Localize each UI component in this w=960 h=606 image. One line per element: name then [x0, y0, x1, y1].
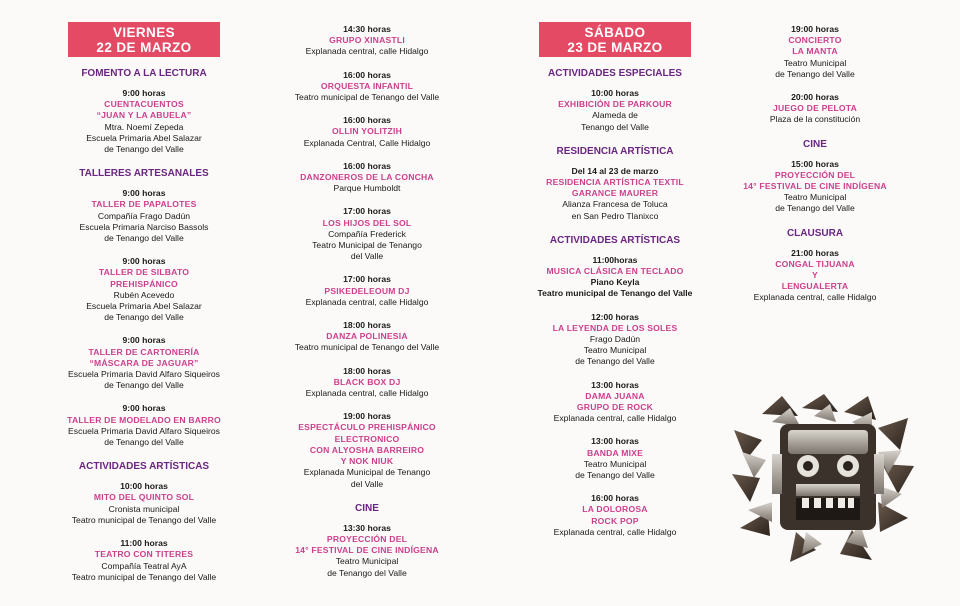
event-item [282, 411, 452, 489]
event-detail: del Valle [350, 478, 384, 489]
day-name: VIERNES [112, 25, 176, 40]
event-detail: Escuela Primaria Abel Salazar [86, 132, 202, 143]
column-friday [56, 22, 232, 595]
event-detail: de Tenango del Valle [104, 312, 184, 323]
event-item [520, 436, 710, 481]
event-title: CUENTACUENTOS [104, 99, 184, 110]
column-friday-continued [282, 24, 452, 591]
event-time: 13:00 horas [591, 436, 639, 447]
event-title: TALLER DE SILBATO [98, 267, 190, 278]
event-time: 16:00 horas [343, 115, 391, 126]
event-item [282, 70, 452, 104]
event-item [520, 166, 710, 222]
event-time: Del 14 al 23 de marzo [571, 165, 659, 176]
event-time: 10:00 horas [120, 481, 168, 492]
event-time: 12:00 horas [591, 311, 639, 322]
event-time: 21:00 horas [791, 247, 839, 258]
event-item [282, 206, 452, 262]
event-detail: Teatro municipal de Tenango del Valle [71, 571, 217, 582]
event-title: LENGUALERTA [781, 281, 849, 292]
day-header [68, 22, 220, 57]
day-date: 23 DE MARZO [567, 40, 663, 55]
event-time: 17:00 horas [343, 206, 391, 217]
event-item [282, 320, 452, 354]
event-detail: de Tenango del Valle [775, 203, 855, 214]
event-title: EXHIBICIÓN DE PARKOUR [558, 99, 672, 110]
day-header [539, 22, 691, 57]
event-time: 9:00 horas [122, 88, 166, 98]
event-time: 15:00 horas [791, 158, 839, 169]
event-title: ELECTRONICO [334, 433, 400, 444]
event-title: Y NOK NIUK [340, 456, 394, 467]
event-detail: de Tenango del Valle [327, 567, 407, 578]
event-detail: Frago Dadún [589, 334, 641, 345]
event-detail: Escuela Primaria David Alfaro Siqueiros [68, 369, 220, 380]
event-detail: Piano Keyla [590, 277, 640, 288]
event-item [282, 274, 452, 308]
event-time: 10:00 horas [591, 88, 639, 98]
event-detail: Teatro municipal de Tenango del Valle [294, 342, 440, 353]
event-detail: de Tenango del Valle [575, 470, 655, 481]
event-detail: Explanada Central, Calle Hidalgo [303, 137, 431, 148]
event-detail: Explanada central, calle Hidalgo [553, 413, 677, 424]
event-detail: Alianza Francesa de Toluca [562, 199, 668, 210]
event-detail: del Valle [350, 251, 384, 262]
event-detail: Teatro municipal de Tenango del Valle [537, 288, 693, 299]
event-item [730, 159, 900, 215]
event-detail: de Tenango del Valle [104, 233, 184, 244]
event-title: LA LEYENDA DE LOS SOLES [552, 322, 678, 333]
event-time: 9:00 horas [122, 335, 166, 346]
event-item [282, 24, 452, 58]
event-item [56, 188, 232, 244]
event-time: 13:00 horas [591, 379, 639, 390]
event-item [520, 312, 710, 368]
event-title: ESPECTÁCULO PREHISPÁNICO [298, 422, 436, 433]
event-detail: Compañía Frederick [328, 228, 406, 239]
day-name: SÁBADO [584, 25, 646, 40]
event-detail: Escuela Primaria David Alfaro Siqueiros [68, 425, 220, 436]
event-title: JUEGO DE PELOTA [772, 103, 857, 114]
event-title: LA DOLOROSA [582, 504, 648, 515]
event-item [56, 403, 232, 448]
section-title: CLAUSURA [786, 227, 844, 239]
event-detail: Explanada central, calle Hidalgo [553, 526, 677, 537]
section-title: FOMENTO A LA LECTURA [81, 68, 207, 79]
event-detail: Teatro Municipal [783, 57, 847, 68]
event-title: PREHISPÁNICO [110, 278, 178, 289]
event-title: DANZA POLINESIA [326, 331, 408, 342]
event-detail: Teatro municipal de Tenango del Valle [71, 514, 217, 525]
event-detail: de Tenango del Valle [775, 68, 855, 79]
event-detail: Compañía Teatral AyA [101, 560, 187, 571]
event-item [520, 255, 710, 300]
event-item [282, 161, 452, 195]
event-title: CON ALYOSHA BARREIRO [309, 444, 425, 455]
event-title: PROYECCIÓN DEL [774, 169, 856, 180]
event-title: GRUPO DE ROCK [576, 402, 654, 413]
section-title: ACTIVIDADES ESPECIALES [548, 68, 682, 79]
event-title: Y [812, 270, 818, 281]
event-detail: Explanada central, calle Hidalgo [305, 296, 429, 307]
event-title: DANZONEROS DE LA CONCHA [300, 172, 434, 183]
event-title: LOS HIJOS DEL SOL [322, 217, 412, 228]
event-item [56, 481, 232, 526]
event-detail: Teatro Municipal [783, 192, 847, 203]
event-detail: Cronista municipal [108, 503, 180, 514]
event-item [56, 335, 232, 391]
section-title: CINE [803, 138, 827, 150]
event-title: ORQUESTA INFANTIL [320, 80, 414, 91]
event-item [56, 88, 232, 155]
event-time: 20:00 horas [791, 92, 839, 103]
event-title: DAMA JUANA [585, 390, 645, 401]
event-title: PROYECCIÓN DEL [326, 533, 408, 544]
event-detail: Teatro municipal de Tenango del Valle [294, 92, 440, 103]
event-title: GARANCE MAURER [571, 188, 659, 199]
event-item [520, 493, 710, 538]
event-detail: Tenango del Valle [581, 121, 649, 132]
event-detail: de Tenango del Valle [575, 356, 655, 367]
section-title: RESIDENCIA ARTÍSTICA [556, 145, 674, 157]
event-detail: Teatro Municipal [583, 458, 647, 469]
event-detail: Teatro Municipal [335, 556, 399, 567]
event-detail: de Tenango del Valle [104, 437, 184, 448]
event-title: GRUPO XINASTLI [329, 35, 405, 46]
event-item [730, 248, 900, 304]
event-time: 18:00 horas [343, 365, 391, 376]
event-time: 11:00horas [592, 254, 638, 265]
event-detail: Teatro Municipal de Tenango [312, 240, 422, 251]
event-time: 19:00 horas [791, 24, 839, 34]
event-time: 9:00 horas [122, 256, 166, 267]
event-title: TEATRO CON TITERES [94, 549, 194, 560]
event-title: PSIKEDELEOUM DJ [324, 285, 410, 296]
event-time: 9:00 horas [122, 188, 166, 199]
event-item [730, 24, 900, 80]
event-title: BANDA MIXE [586, 447, 644, 458]
event-title: RESIDENCIA ARTÍSTICA TEXTIL [546, 177, 684, 188]
event-time: 16:00 horas [343, 69, 391, 80]
event-time: 16:00 horas [343, 160, 391, 171]
event-time: 16:00 horas [591, 493, 639, 504]
event-detail: Explanada central, calle Hidalgo [753, 292, 877, 303]
event-time: 17:00 horas [343, 274, 391, 285]
event-item [520, 380, 710, 425]
event-detail: Explanada Municipal de Tenango [303, 467, 431, 478]
event-time: 13:30 horas [343, 522, 391, 533]
event-detail: en San Pedro Tlanixco [571, 210, 659, 221]
event-title: CONGAL TIJUANA [775, 258, 855, 269]
event-item [56, 256, 232, 323]
event-detail: de Tenango del Valle [104, 380, 184, 391]
event-title: MITO DEL QUINTO SOL [93, 492, 195, 503]
event-detail: Explanada central, calle Hidalgo [305, 46, 429, 57]
event-item [282, 523, 452, 579]
event-title: TALLER DE MODELADO EN BARRO [67, 414, 221, 425]
event-time: 11:00 horas [120, 538, 168, 549]
prehispanic-mask-illustration [732, 394, 916, 564]
event-detail: Mtra. Noemí Zepeda [104, 121, 184, 132]
event-title: MUSICA CLÁSICA EN TECLADO [546, 266, 684, 277]
event-detail: Rubén Acevedo [113, 289, 175, 300]
event-detail: Parque Humboldt [333, 183, 401, 194]
event-title: BLACK BOX DJ [333, 376, 401, 387]
event-title: 14° FESTIVAL DE CINE INDÍGENA [743, 181, 887, 192]
event-title: LA MANTA [792, 46, 838, 57]
event-title: TALLER DE PAPALOTES [91, 199, 197, 210]
column-saturday [520, 22, 710, 550]
event-detail: Compañía Frago Dadún [97, 210, 191, 221]
section-title: TALLERES ARTESANALES [79, 168, 209, 180]
event-detail: Escuela Primaria Narciso Bassols [79, 221, 209, 232]
event-title: CONCIERTO [788, 35, 842, 46]
event-title: 14° FESTIVAL DE CINE INDÍGENA [295, 545, 439, 556]
section-title: CINE [355, 502, 379, 514]
event-title: OLLIN YOLITZIH [332, 126, 402, 137]
column-saturday-continued [730, 24, 900, 316]
event-title: “MÁSCARA DE JAGUAR” [89, 357, 199, 368]
event-detail: Plaza de la constitución [769, 114, 861, 125]
event-time: 9:00 horas [122, 403, 166, 414]
event-title: ROCK POP [591, 515, 639, 526]
event-title: TALLER DE CARTONERÍA [88, 346, 200, 357]
event-detail: de Tenango del Valle [104, 144, 184, 155]
event-item [520, 88, 710, 133]
section-title: ACTIVIDADES ARTÍSTICAS [549, 234, 681, 246]
event-item [282, 115, 452, 149]
event-item [56, 538, 232, 583]
section-title: ACTIVIDADES ARTÍSTICAS [78, 461, 210, 473]
event-detail: Escuela Primaria Abel Salazar [86, 301, 202, 312]
event-detail: Teatro Municipal [583, 345, 647, 356]
day-date: 22 DE MARZO [96, 40, 192, 55]
event-time: 14:30 horas [343, 24, 391, 34]
event-detail: Explanada central, calle Hidalgo [305, 388, 429, 399]
event-time: 18:00 horas [343, 320, 391, 331]
event-time: 19:00 horas [343, 411, 391, 422]
event-item [282, 366, 452, 400]
event-item [730, 92, 900, 126]
event-detail: Alameda de [592, 110, 638, 121]
event-title: “JUAN Y LA ABUELA” [96, 110, 192, 121]
